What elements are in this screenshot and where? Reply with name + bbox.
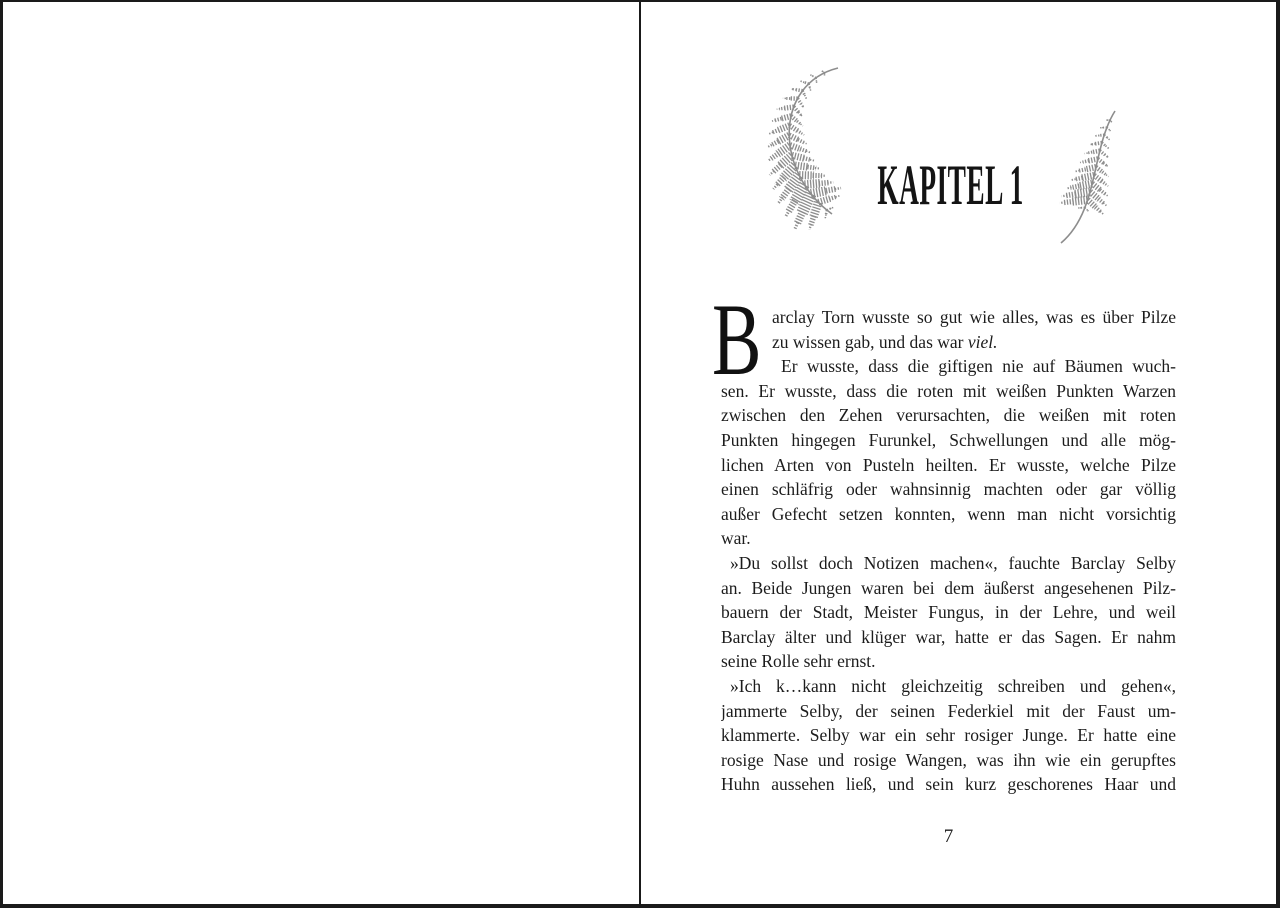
paragraph — [721, 551, 1176, 674]
text-line: klammerte. Selby war ein sehr rosiger Junge. Er hatte eine — [721, 725, 1176, 746]
paragraph — [721, 674, 1176, 797]
text-line: »Du sollst doch Notizen machen«, fauchte Barclay Selby — [730, 552, 1176, 573]
text-line: Barclay älter und klüger war, hatte er das Sagen. Er nahm — [721, 626, 1176, 647]
page-divider — [639, 0, 641, 908]
left-page-blank — [0, 0, 639, 908]
body-text — [712, 283, 1176, 797]
text-line: seine Rolle sehr ernst. — [721, 651, 876, 672]
paragraph — [721, 354, 1176, 551]
paragraph — [721, 305, 1176, 354]
chapter-heading — [771, 154, 1131, 217]
text-line: an. Beide Jungen waren bei dem äußerst angesehenen Pilz- — [721, 577, 1176, 598]
text-line: war. — [721, 528, 751, 549]
text-line: sen. Er wusste, dass die roten mit weißen Punkten Warzen — [721, 380, 1176, 401]
text-line: lichen Arten von Pusteln heilten. Er wusste, welche Pilze — [721, 454, 1176, 475]
chapter-heading-text: KAPITEL 1 — [877, 154, 1025, 217]
text-line: »Ich k…kann nicht gleichzeitig schreiben und gehen«, — [730, 675, 1176, 696]
page-number: 7 — [943, 826, 954, 847]
text-line: Huhn aussehen ließ, und sein kurz geschorenes Haar und — [721, 774, 1176, 795]
text-line: jammerte Selby, der seinen Federkiel mit der Faust um- — [721, 700, 1176, 721]
text-line: Punkten hingegen Furunkel, Schwellungen und alle mög- — [721, 429, 1176, 450]
text-line: einen schläfrig oder wahnsinnig machten oder gar völlig — [721, 479, 1176, 500]
drop-cap-letter: B — [712, 283, 762, 397]
text-line: zu wissen gab, und das war viel. — [772, 331, 998, 352]
text-line: rosige Nase und rosige Wangen, was ihn wie ein gerupftes — [721, 749, 1176, 770]
right-page — [641, 0, 1280, 908]
text-line: Er wusste, dass die giftigen nie auf Bäumen wuch- — [781, 356, 1176, 377]
text-line: bauern der Stadt, Meister Fungus, in der Lehre, und weil — [721, 602, 1176, 623]
drop-cap — [712, 283, 764, 397]
text-line: außer Gefecht setzen konnten, wenn man nicht vorsichtig — [721, 503, 1176, 524]
text-line: arclay Torn wusste so gut wie alles, was es über Pilze — [772, 307, 1176, 327]
text-line: zwischen den Zehen verursachten, die weißen mit roten — [721, 405, 1176, 426]
